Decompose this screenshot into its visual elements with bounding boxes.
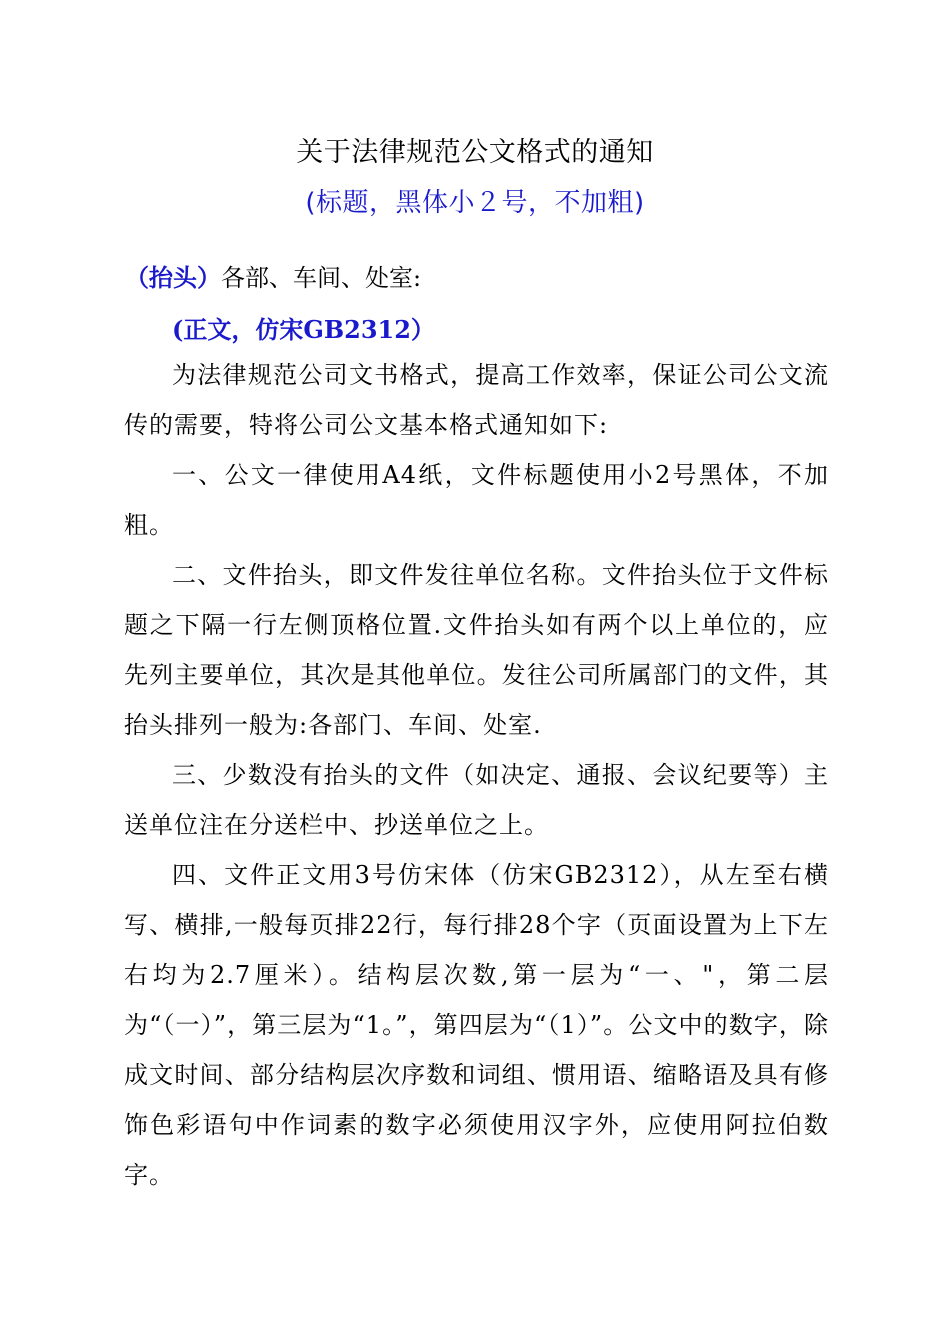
paragraph-item-1: 一、公文一律使用A4纸，文件标题使用小2号黑体，不加粗。: [124, 461, 829, 539]
paragraph-item-4: 四、文件正文用3号仿宋体（仿宋GB2312），从左至右横写、横排,一般每页排22行，每行排28个字（页面设置为上下左右均为2.7厘米）。结构层次数,第一层为“一、"，第二层为“（一）”，第三层为“1。”，第四层为“（1）”。公文中的数字，除成文时间、部分结构层次序数和词组、惯用语、缩略语及具有修饰色彩语句中作词素的数字必须使用汉字外，应使用阿拉伯数字。: [124, 861, 829, 1189]
body-format-note: (正文，仿宋GB2312）: [172, 315, 435, 344]
paragraph-item-3: 三、少数没有抬头的文件（如决定、通报、会议纪要等）主送单位注在分送栏中、抄送单位之上。: [124, 761, 829, 839]
addressee-text: 各部、车间、处室:: [221, 264, 422, 292]
title-format-note: (标题，黑体小２号，不加粗): [305, 188, 645, 218]
addressee-note: （抬头）: [125, 263, 221, 292]
paragraph-item-2: 二、文件抬头，即文件发往单位名称。文件抬头位于文件标题之下隔一行左侧顶格位置.文件抬头如有两个以上单位的，应先列主要单位，其次是其他单位。发往公司所属部门的文件，其抬头排列一般为:各部门、车间、处室.: [124, 561, 829, 739]
document-title: 关于法律规范公文格式的通知: [296, 137, 654, 168]
addressee-line: [125, 258, 421, 293]
paragraph-intro: 为法律规范公司文书格式，提高工作效率，保证公司公文流传的需要，特将公司公文基本格式通知如下:: [124, 361, 829, 439]
